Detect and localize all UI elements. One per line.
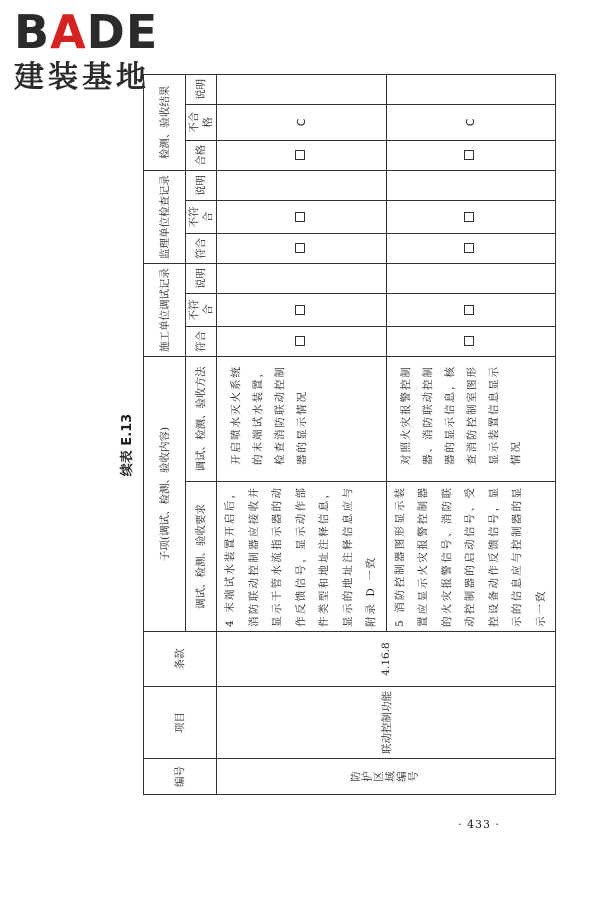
supervision-conform-cell <box>217 233 387 263</box>
checkbox-icon[interactable] <box>464 212 474 222</box>
result-qualified-cell <box>386 140 556 170</box>
header-clause: 条款 <box>144 632 217 687</box>
supervision-nonconform-cell <box>217 200 387 233</box>
result-mark: C <box>464 118 478 127</box>
item-name: 联动控制功能 <box>217 687 556 759</box>
header-nonconform: 不符合 <box>186 293 217 326</box>
header-conform: 符合 <box>186 233 217 263</box>
checkbox-icon[interactable] <box>464 305 474 315</box>
result-mark: C <box>294 118 308 127</box>
checkbox-icon[interactable] <box>295 150 305 160</box>
row-label: 防护区域编号 <box>350 771 419 783</box>
table-title: 续表 E.13 <box>120 413 135 477</box>
construction-conform-cell <box>386 326 556 356</box>
result-unqualified-cell <box>386 104 556 140</box>
checkbox-icon[interactable] <box>464 243 474 253</box>
result-qualified-cell <box>217 140 387 170</box>
checkbox-icon[interactable] <box>295 212 305 222</box>
header-item: 项目 <box>144 687 217 759</box>
header-construction-unit: 施工单位调试记录 <box>144 263 186 356</box>
header-number: 编号 <box>144 759 217 795</box>
checkbox-icon[interactable] <box>295 243 305 253</box>
checkbox-icon[interactable] <box>295 336 305 346</box>
clause-number: 4.16.8 <box>217 632 556 687</box>
row-label-cell <box>217 759 556 795</box>
logo-wordmark: BADE <box>14 5 159 59</box>
construction-note-cell <box>386 263 556 293</box>
supervision-conform-cell <box>386 233 556 263</box>
construction-conform-cell <box>217 326 387 356</box>
page-number: · 433 · <box>458 818 500 831</box>
header-methods: 调试、检测、验收方法 <box>186 356 217 481</box>
header-conform: 符合 <box>186 326 217 356</box>
header-supervision-unit: 监理单位检查记录 <box>144 170 186 263</box>
construction-nonconform-cell <box>386 293 556 326</box>
method-text: 对照火灾报警控制器、消防联动控制器的显示信息，核查消防控制室图形显示装置信息显示情况 <box>386 356 556 481</box>
requirement-text: 5 消防控制器图形显示装置应显示火灾报警控制器的火灾报警信号、消防联动控制器的启动信号、受控设备动作反馈信号，显示的信息应与控制器的显示一致 <box>386 482 556 632</box>
supervision-note-cell <box>217 170 387 200</box>
header-note: 说明 <box>186 170 217 200</box>
result-unqualified-cell <box>217 104 387 140</box>
header-unqualified: 不合格 <box>186 104 217 140</box>
supervision-note-cell <box>386 170 556 200</box>
header-requirements: 调试、检测、验收要求 <box>186 482 217 632</box>
construction-note-cell <box>217 263 387 293</box>
logo-subtitle: 建装基地 <box>14 60 150 95</box>
checkbox-icon[interactable] <box>464 150 474 160</box>
header-nonconform: 不符合 <box>186 200 217 233</box>
header-note: 说明 <box>186 74 217 104</box>
requirement-text: 4 末端试水装置开启后，消防联动控制器应接收并显示干管水流指示器的动作反馈信号，显示动作部件类型和地址注释信息，显示的地址注释信息应与附录 D 一致 <box>217 482 387 632</box>
rotated-page <box>120 78 547 795</box>
result-note-cell <box>386 74 556 104</box>
header-sub-item: 子项(调试、检测、验收内容) <box>144 356 186 631</box>
result-note-cell <box>217 74 387 104</box>
checkbox-icon[interactable] <box>295 305 305 315</box>
header-note: 说明 <box>186 263 217 293</box>
header-qualified: 合格 <box>186 140 217 170</box>
supervision-nonconform-cell <box>386 200 556 233</box>
construction-nonconform-cell <box>217 293 387 326</box>
method-text: 开启喷水灭火系统的末端试水装置，检查消防联动控制器的显示情况 <box>217 356 387 481</box>
checkbox-icon[interactable] <box>464 336 474 346</box>
acceptance-table <box>143 74 556 795</box>
header-result: 检测、验收结果 <box>144 74 186 170</box>
